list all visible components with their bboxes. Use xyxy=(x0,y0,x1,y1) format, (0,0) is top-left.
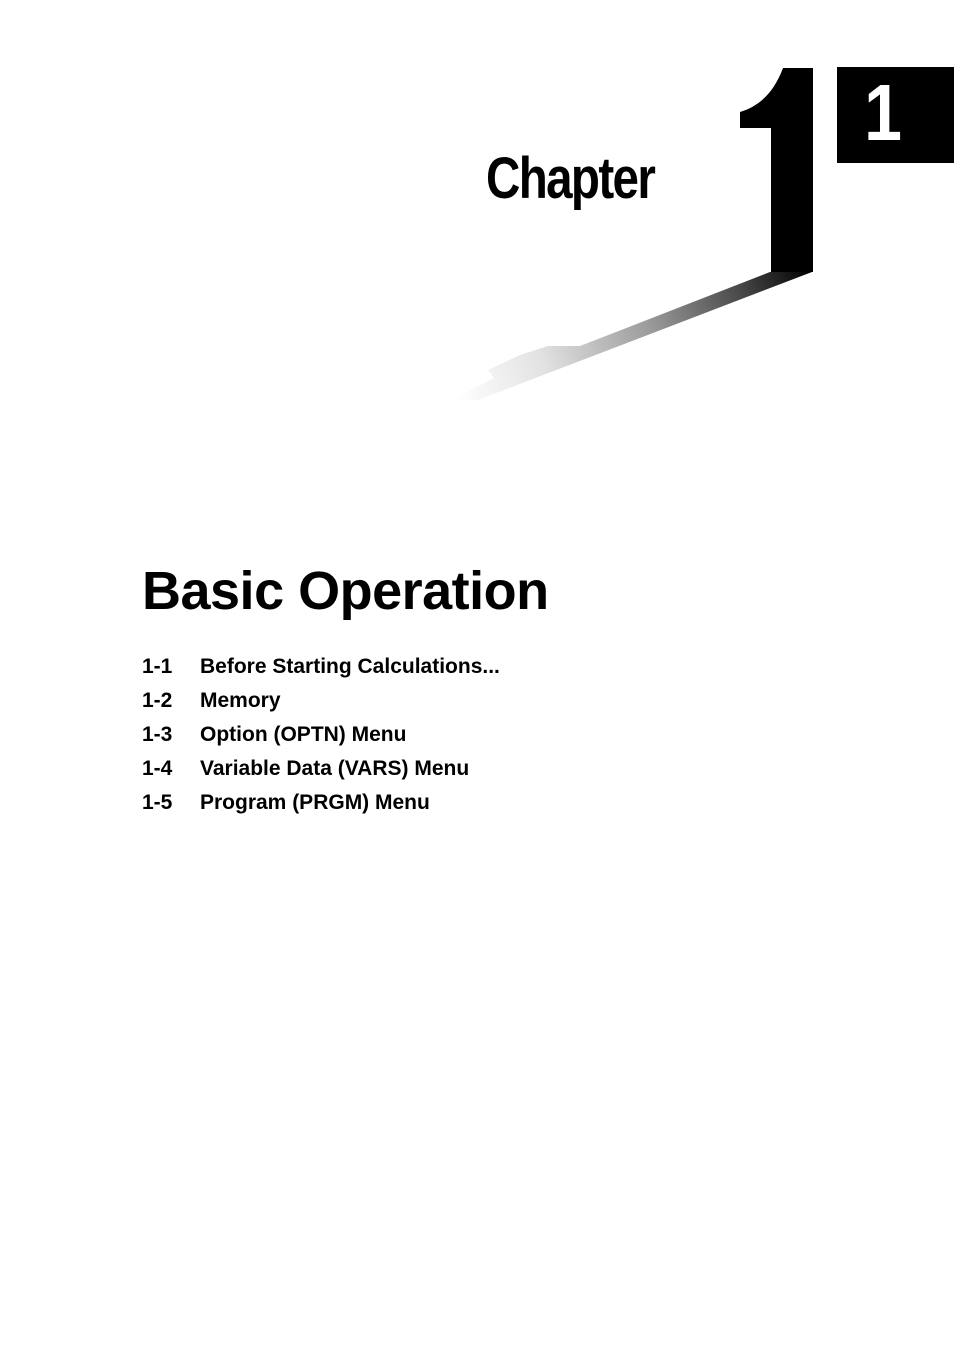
toc-item-label: Variable Data (VARS) Menu xyxy=(200,757,470,780)
chapter-tab xyxy=(837,67,954,163)
toc-item-number: 1-5 xyxy=(142,791,173,814)
chapter-header-graphic xyxy=(0,0,954,420)
chapter-title: Basic Operation xyxy=(142,561,549,621)
toc-item xyxy=(142,686,500,720)
toc-item xyxy=(142,788,500,822)
toc-item-number: 1-3 xyxy=(142,723,173,746)
gradient-ribbon xyxy=(452,272,812,400)
toc-item-label: Memory xyxy=(200,689,281,712)
chapter-label: Chapter xyxy=(486,146,655,211)
toc-item-label: Option (OPTN) Menu xyxy=(200,723,407,746)
table-of-contents xyxy=(142,652,500,822)
toc-item-number: 1-1 xyxy=(142,655,173,678)
toc-item xyxy=(142,652,500,686)
toc-item xyxy=(142,720,500,754)
toc-item-label: Program (PRGM) Menu xyxy=(200,791,430,814)
toc-item-number: 1-2 xyxy=(142,689,173,712)
toc-item xyxy=(142,754,500,788)
big-numeral-one-shape xyxy=(740,68,813,272)
toc-item-label: Before Starting Calculations... xyxy=(200,655,500,678)
chapter-tab-number: 1 xyxy=(864,68,902,157)
toc-item-number: 1-4 xyxy=(142,757,173,780)
